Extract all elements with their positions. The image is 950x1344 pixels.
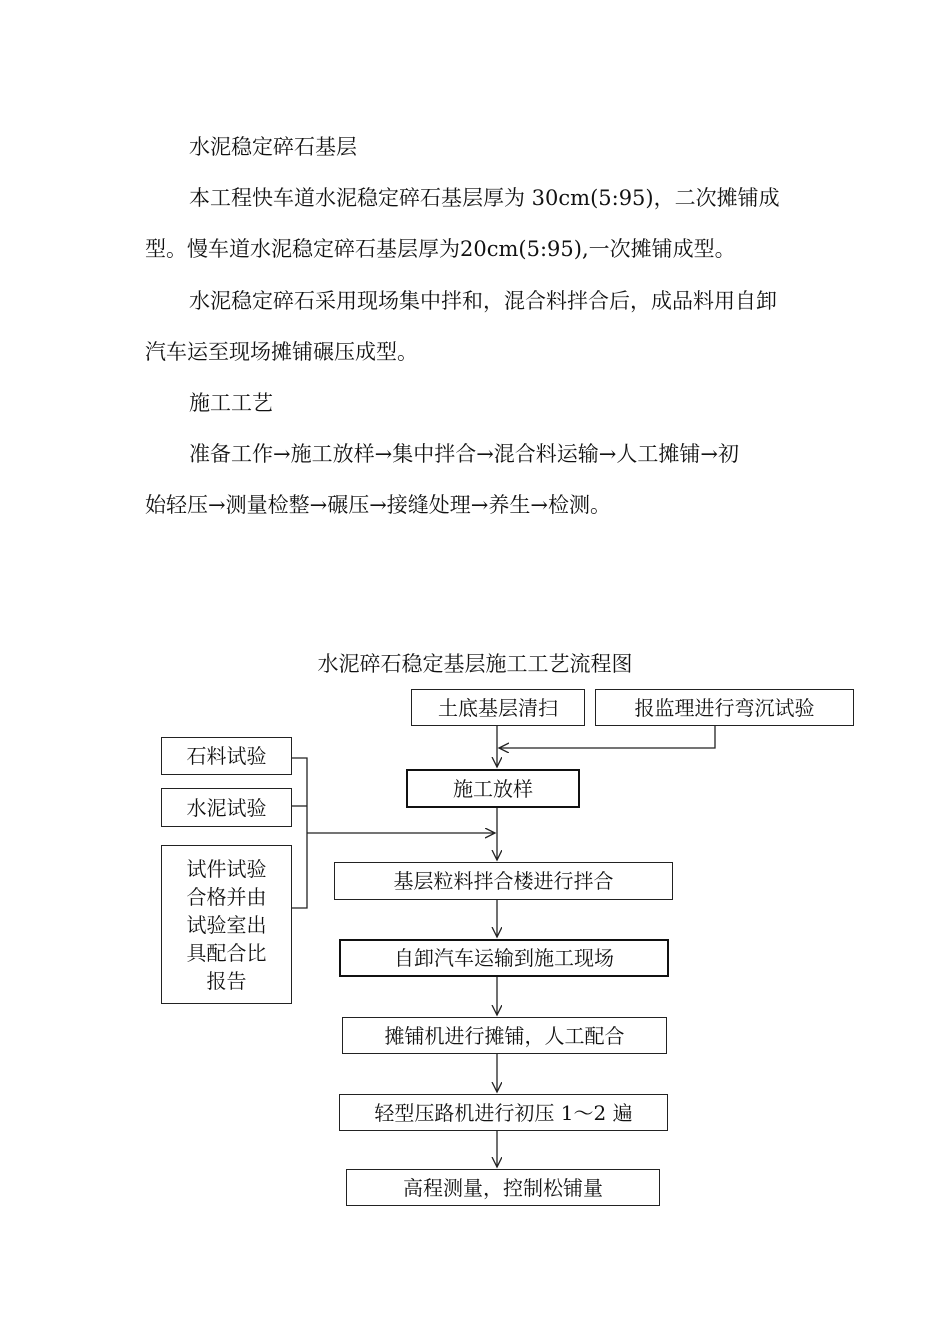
section-heading-process: 施工工艺: [189, 391, 273, 415]
box-subbase-cleaning: [411, 689, 585, 726]
box-specimen-test-report: [161, 845, 292, 1004]
box-paver-spreading-label: 摊铺机进行摊铺，人工配合: [384, 1023, 625, 1048]
paragraph-3-line-2: 始轻压→测量检整→碾压→接缝处理→养生→检测。: [145, 493, 611, 517]
box-elevation-survey-label: 高程测量，控制松铺量: [403, 1175, 603, 1200]
box-light-roller-initial-label: 轻型压路机进行初压 1～2 遍: [374, 1100, 633, 1125]
box-supervisor-deflection-test: [595, 689, 854, 726]
connector-deflection-to-main: [499, 725, 715, 748]
paragraph-3-line-1: 准备工作→施工放样→集中拌合→混合料运输→人工摊铺→初: [189, 442, 739, 466]
box-stone-test-label: 石料试验: [186, 744, 267, 768]
flowchart-title: 水泥碎石稳定基层施工工艺流程图: [317, 652, 633, 676]
box-elevation-survey: [346, 1169, 660, 1206]
section-heading-base-layer: 水泥稳定碎石基层: [189, 135, 357, 159]
paragraph-1-line-1: 本工程快车道水泥稳定碎石基层厚为 30cm(5:95)，二次摊铺成: [189, 186, 780, 210]
paragraph-2-line-1: 水泥稳定碎石采用现场集中拌和，混合料拌合后，成品料用自卸: [189, 289, 777, 313]
box-cement-test: [161, 788, 292, 827]
paragraph-1-line-2: 型。慢车道水泥稳定碎石基层厚为20cm(5:95),一次摊铺成型。: [145, 237, 736, 261]
box-dump-truck-transport-label: 自卸汽车运输到施工现场: [394, 946, 614, 970]
box-dump-truck-transport: [339, 939, 669, 977]
box-supervisor-deflection-test-label: 报监理进行弯沉试验: [634, 695, 815, 720]
box-construction-layout-label: 施工放样: [453, 776, 533, 801]
box-mixing-plant-label: 基层粒料拌合楼进行拌合: [393, 869, 614, 893]
side-bracket: [292, 758, 307, 908]
box-cement-test-label: 水泥试验: [186, 795, 267, 820]
box-light-roller-initial: [339, 1094, 668, 1131]
box-stone-test: [161, 737, 292, 775]
box-construction-layout: [406, 769, 580, 808]
paragraph-2-line-2: 汽车运至现场摊铺碾压成型。: [145, 340, 418, 364]
box-mixing-plant: [334, 862, 673, 900]
box-specimen-test-report-label: 试件试验合格并由试验室出具配合比报告: [186, 856, 267, 993]
box-paver-spreading: [342, 1017, 667, 1054]
box-subbase-cleaning-label: 土底基层清扫: [438, 695, 558, 720]
